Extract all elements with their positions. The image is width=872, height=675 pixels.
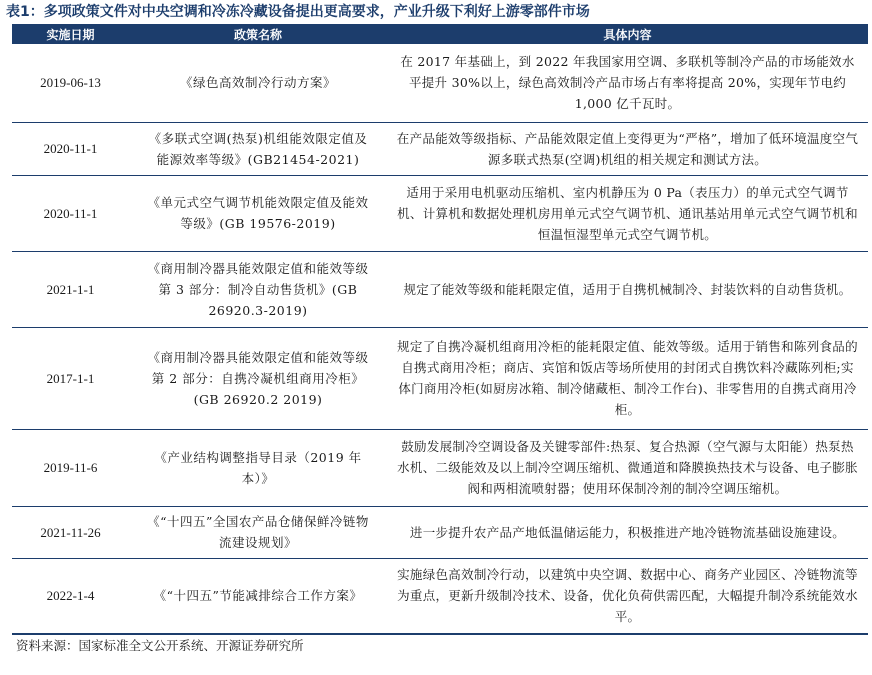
header-content: 具体内容 [387,24,868,44]
cell-date: 2017-1-1 [12,327,129,429]
cell-content: 进一步提升农产品产地低温储运能力，积极推进产地冷链物流基础设施建设。 [387,506,868,558]
cell-date: 2020-11-1 [12,122,129,175]
cell-content: 在 2017 年基础上，到 2022 年我国家用空调、多联机等制冷产品的市场能效水平提升 30%以上，绿色高效制冷产品市场占有率将提高 20%，实现年节电约 1,000 亿千瓦时。 [387,44,868,122]
cell-policy-name: 《产业结构调整指导目录（2019 年本）》 [129,429,387,506]
cell-policy-name: 《商用制冷器具能效限定值和能效等级第 2 部分：自携冷凝机组商用冷柜》(GB 26920.2 2019) [129,327,387,429]
cell-policy-name: 《“十四五”节能减排综合工作方案》 [129,558,387,634]
cell-content: 规定了能效等级和能耗限定值，适用于自携机械制冷、封装饮料的自动售货机。 [387,251,868,327]
table-row [12,122,868,175]
cell-date: 2019-11-6 [12,429,129,506]
policy-table [12,24,868,635]
table-row [12,44,868,122]
table-row [12,175,868,251]
cell-policy-name: 《多联式空调(热泵)机组能效限定值及能源效率等级》(GB21454-2021) [129,122,387,175]
header-policy-name: 政策名称 [129,24,387,44]
cell-policy-name: 《“十四五”全国农产品仓储保鲜冷链物流建设规划》 [129,506,387,558]
source-note: 资料来源：国家标准全文公开系统、开源证券研究所 [16,638,304,653]
table-row [12,506,868,558]
cell-date: 2019-06-13 [12,44,129,122]
table-row [12,558,868,634]
cell-policy-name: 《绿色高效制冷行动方案》 [129,44,387,122]
cell-content: 适用于采用电机驱动压缩机、室内机静压为 0 Pa（表压力）的单元式空气调节机、计算机和数据处理机房用单元式空气调节机、通讯基站用单元式空气调节机和恒温恒湿型单元式空气调节机。 [387,175,868,251]
cell-date: 2020-11-1 [12,175,129,251]
table-row [12,429,868,506]
table-title: 表1：多项政策文件对中央空调和冷冻冷藏设备提出更高要求，产业升级下利好上游零部件市场 [6,4,590,20]
cell-policy-name: 《单元式空气调节机能效限定值及能效等级》(GB 19576-2019) [129,175,387,251]
table-row [12,327,868,429]
header-date: 实施日期 [12,24,129,44]
cell-date: 2021-1-1 [12,251,129,327]
cell-content: 实施绿色高效制冷行动，以建筑中央空调、数据中心、商务产业园区、冷链物流等为重点，更新升级制冷技术、设备，优化负荷供需匹配，大幅提升制冷系统能效水平。 [387,558,868,634]
cell-content: 鼓励发展制冷空调设备及关键零部件:热泵、复合热源（空气源与太阳能）热泵热水机、二级能效及以上制冷空调压缩机、微通道和降膜换热技术与设备、电子膨胀阀和两相流喷射器；使用环保制冷剂的制冷空调压缩机。 [387,429,868,506]
cell-content: 规定了自携冷凝机组商用冷柜的能耗限定值、能效等级。适用于销售和陈列食品的自携式商用冷柜；商店、宾馆和饭店等场所使用的封闭式自携饮料冷藏陈列柜;实体门商用冷柜(如厨房冰箱、制冷储藏柜、制冷工作台)、非零售用的自携式商用冷柜。 [387,327,868,429]
table-row [12,251,868,327]
cell-date: 2021-11-26 [12,506,129,558]
table-header-row [12,24,868,44]
cell-content: 在产品能效等级指标、产品能效限定值上变得更为“严格”，增加了低环境温度空气源多联式热泵(空调)机组的相关规定和测试方法。 [387,122,868,175]
cell-policy-name: 《商用制冷器具能效限定值和能效等级第 3 部分：制冷自动售货机》(GB 26920.3-2019) [129,251,387,327]
cell-date: 2022-1-4 [12,558,129,634]
